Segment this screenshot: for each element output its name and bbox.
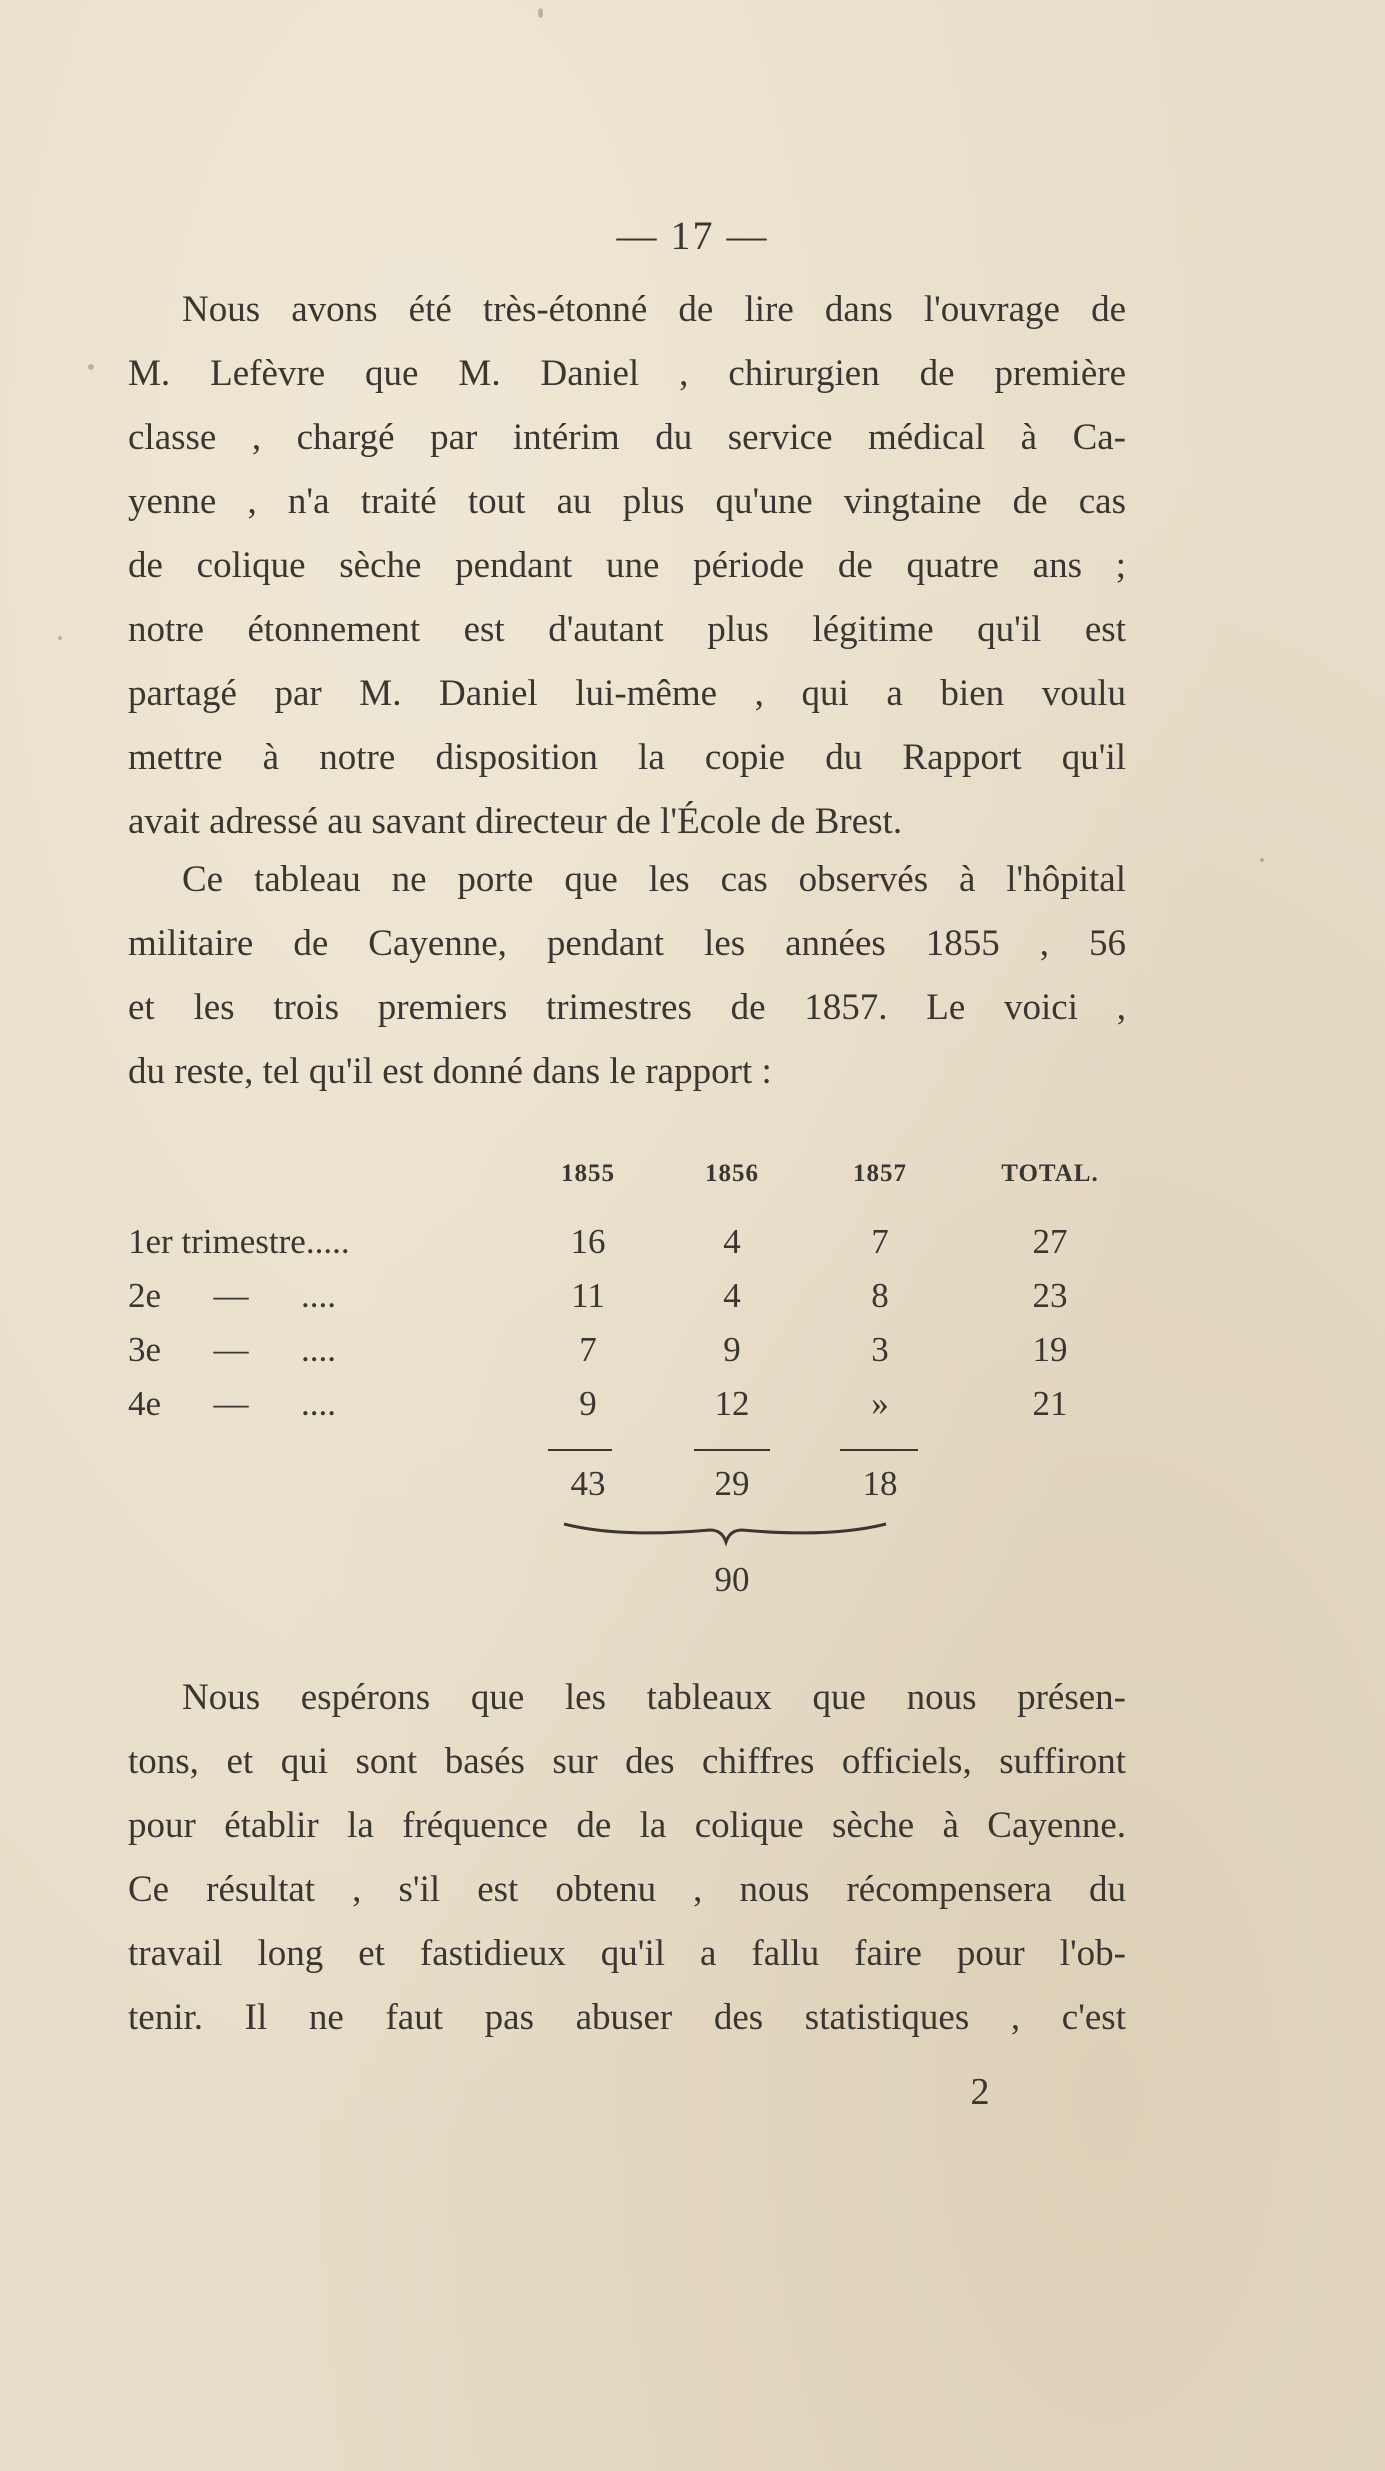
table-cell: 12 — [714, 1384, 750, 1423]
text-line: du reste, tel qu'il est donné dans le rapport : — [128, 1051, 772, 1092]
text-line: yenne , n'a traité tout au plus qu'une vingtaine de cas — [128, 481, 1126, 522]
text-line: pour établir la fréquence de la colique sèche à Cayenne. — [128, 1805, 1126, 1846]
table-cell: 11 — [571, 1276, 605, 1315]
paper-speck — [1260, 858, 1264, 862]
row-label: 4e — .... — [128, 1384, 337, 1423]
text-line: Ce résultat , s'il est obtenu , nous récompensera du — [128, 1869, 1126, 1910]
paragraph-3 — [128, 1666, 1126, 2050]
table-cell: 4 — [723, 1222, 741, 1261]
column-header-1856: 1856 — [705, 1160, 759, 1187]
text-line: Ce tableau ne porte que les cas observés à l'hôpital — [182, 859, 1126, 900]
row-label: 2e — .... — [128, 1276, 337, 1315]
signature-mark: 2 — [970, 2071, 990, 2113]
text-line: partagé par M. Daniel lui-même , qui a bien voulu — [128, 673, 1126, 714]
text-line: tenir. Il ne faut pas abuser des statistiques , c'est — [128, 1997, 1126, 2038]
sum-rule — [548, 1449, 612, 1451]
page-number: — 17 — — [616, 213, 769, 258]
column-sum: 43 — [570, 1464, 606, 1503]
table-cell: 21 — [1032, 1384, 1068, 1423]
table-cell: 19 — [1032, 1330, 1068, 1369]
text-line: Nous avons été très-étonné de lire dans l'ouvrage de — [182, 289, 1126, 330]
text-line: et les trois premiers trimestres de 1857. Le voici , — [128, 987, 1126, 1028]
column-sum: 29 — [714, 1464, 750, 1503]
text-line: avait adressé au savant directeur de l'École de Brest. — [128, 801, 903, 842]
paper-speck — [88, 364, 94, 370]
column-header-1857: 1857 — [853, 1160, 907, 1187]
table-cell: 9 — [579, 1384, 597, 1423]
table-cell: 9 — [723, 1330, 741, 1369]
row-label: 1er trimestre..... — [128, 1222, 350, 1261]
grand-total: 90 — [714, 1560, 750, 1599]
sum-rule — [694, 1449, 770, 1451]
text-line: de colique sèche pendant une période de quatre ans ; — [128, 545, 1126, 586]
text-line: mettre à notre disposition la copie du Rapport qu'il — [128, 737, 1126, 778]
paragraph-1 — [128, 278, 1126, 854]
table-cell: 8 — [871, 1276, 889, 1315]
paper-speck — [58, 636, 62, 640]
table-cell: 4 — [723, 1276, 741, 1315]
row-label: 3e — .... — [128, 1330, 337, 1369]
brace-icon — [560, 1518, 890, 1548]
table-cell: 16 — [570, 1222, 606, 1261]
column-header-1855: 1855 — [561, 1160, 615, 1187]
table-cell: 3 — [871, 1330, 889, 1369]
table-cell: » — [871, 1384, 889, 1423]
text-line: Nous espérons que les tableaux que nous présen- — [182, 1677, 1126, 1718]
text-line: travail long et fastidieux qu'il a fallu faire pour l'ob- — [128, 1933, 1126, 1974]
paragraph-2 — [128, 848, 1126, 1104]
table-cell: 7 — [871, 1222, 889, 1261]
table-cell: 23 — [1032, 1276, 1068, 1315]
paper-speck — [538, 8, 543, 18]
text-line: classe , chargé par intérim du service médical à Ca- — [128, 417, 1126, 458]
text-line: M. Lefèvre que M. Daniel , chirurgien de première — [128, 353, 1126, 394]
column-header-total: TOTAL. — [1001, 1160, 1099, 1187]
text-line: militaire de Cayenne, pendant les années 1855 , 56 — [128, 923, 1126, 964]
table-cell: 27 — [1032, 1222, 1068, 1261]
text-line: tons, et qui sont basés sur des chiffres officiels, suffiront — [128, 1741, 1126, 1782]
sum-rule — [840, 1449, 918, 1451]
column-sum: 18 — [862, 1464, 898, 1503]
table-cell: 7 — [579, 1330, 597, 1369]
text-line: notre étonnement est d'autant plus légitime qu'il est — [128, 609, 1126, 650]
